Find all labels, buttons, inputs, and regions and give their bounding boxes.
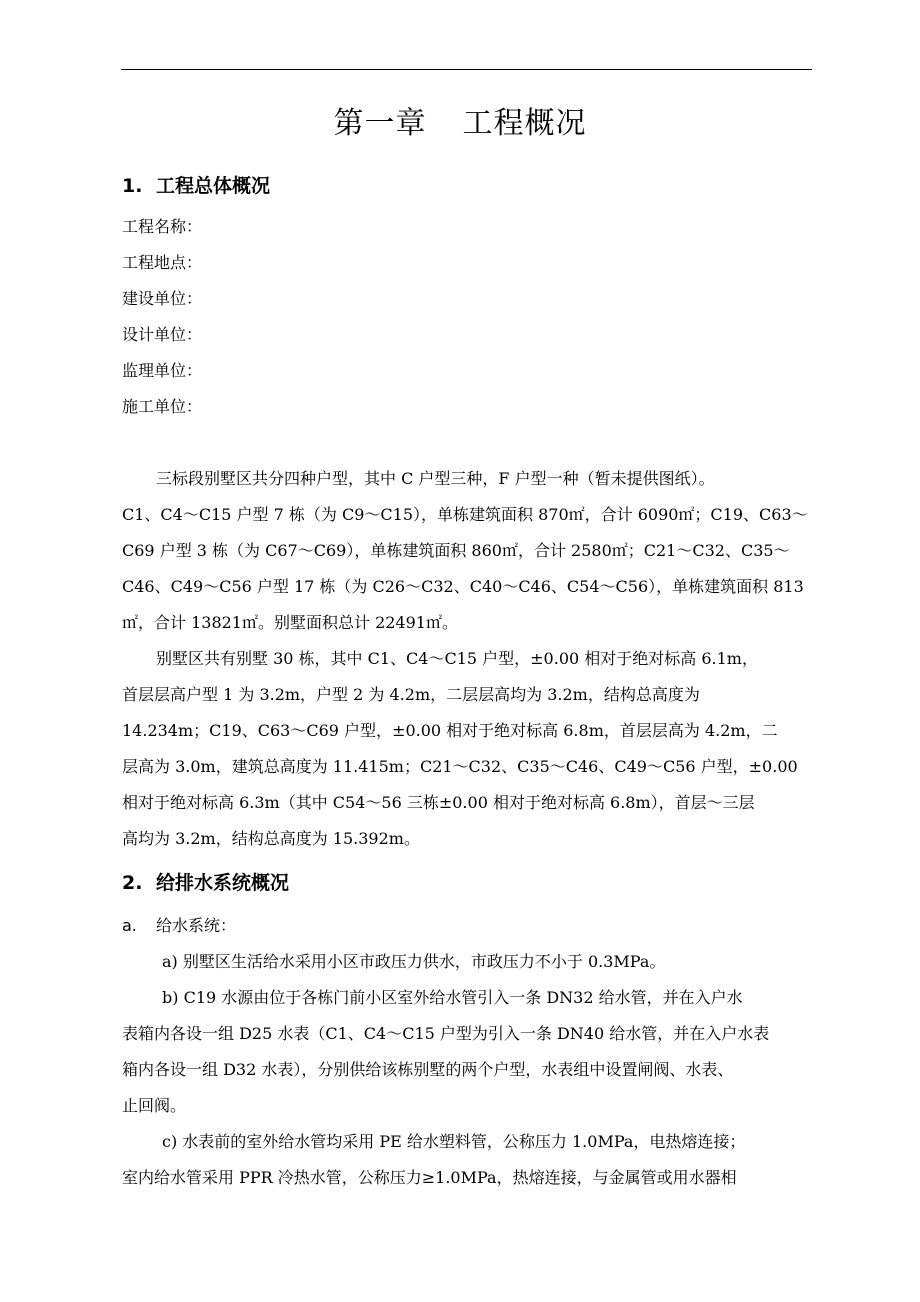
para2-line: 首层层高户型 1 为 3.2m，户型 2 为 4.2m，二层层高均为 3.2m，结构总高度为	[122, 685, 700, 704]
item-b-line: b) C19 水源由位于各栋门前小区室外给水管引入一条 DN32 给水管，并在入户水	[162, 988, 743, 1007]
para2-line: 别墅区共有别墅 30 栋，其中 C1、C4～C15 户型，±0.00 相对于绝对标高 6.1m，	[156, 649, 758, 668]
subsection-a-label: 给水系统：	[156, 916, 237, 935]
subsection-a-bullet: a.	[122, 916, 137, 935]
chapter-title	[0, 100, 920, 148]
para1-line: C1、C4～C15 户型 7 栋（为 C9～C15），单栋建筑面积 870㎡，合计 6090㎡；C19、C63～	[122, 505, 808, 524]
para1-line: ㎡，合计 13821㎡。别墅面积总计 22491㎡。	[122, 613, 458, 632]
item-c-line: c) 水表前的室外给水管均采用 PE 给水塑料管，公称压力 1.0MPa，电热熔连接；	[162, 1132, 746, 1151]
para1-line: C46、C49～C56 户型 17 栋（为 C26～C32、C40～C46、C54～C56），单栋建筑面积 813	[122, 577, 804, 596]
para2-line: 高均为 3.2m，结构总高度为 15.392m。	[122, 829, 420, 848]
section-2-heading	[122, 869, 289, 897]
section-1-title: 工程总体概况	[156, 175, 271, 197]
para2-line: 层高为 3.0m，建筑总高度为 11.415m；C21～C32、C35～C46、C49～C56 户型，±0.00	[122, 757, 798, 776]
subsection-a	[122, 914, 236, 938]
para1-line: 三标段别墅区共分四种户型，其中 C 户型三种，F 户型一种（暂未提供图纸）。	[156, 469, 715, 488]
section-2-number: 2.	[122, 872, 143, 894]
chapter-name: 工程概况	[462, 106, 587, 141]
field-owner: 建设单位：	[122, 289, 203, 308]
section-1-number: 1.	[122, 175, 143, 197]
header-rule	[121, 69, 812, 70]
para2-line: 相对于绝对标高 6.3m（其中 C54～56 三栋±0.00 相对于绝对标高 6.8m），首层～三层	[122, 793, 755, 812]
field-contractor: 施工单位：	[122, 397, 203, 416]
item-c-line: 室内给水管采用 PPR 冷热水管，公称压力≥1.0MPa，热熔连接，与金属管或用水器相	[122, 1168, 737, 1187]
field-project-name: 工程名称：	[122, 217, 203, 236]
para2-line: 14.234m；C19、C63～C69 户型，±0.00 相对于绝对标高 6.8m，首层层高为 4.2m，二	[122, 721, 778, 740]
field-supervisor: 监理单位：	[122, 361, 203, 380]
item-b-line: 箱内各设一组 D32 水表），分别供给该栋别墅的两个户型，水表组中设置闸阀、水表、	[122, 1060, 734, 1079]
para1-line: C69 户型 3 栋（为 C67～C69），单栋建筑面积 860㎡，合计 2580㎡；C21～C32、C35～	[122, 541, 790, 560]
field-project-location: 工程地点：	[122, 253, 203, 272]
chapter-number: 第一章	[333, 106, 427, 141]
item-b-line: 表箱内各设一组 D25 水表（C1、C4～C15 户型为引入一条 DN40 给水管，并在入户水表	[122, 1024, 770, 1043]
section-1-heading	[122, 172, 270, 200]
item-a-line: a) 别墅区生活给水采用小区市政压力供水，市政压力不小于 0.3MPa。	[162, 952, 666, 971]
section-2-title: 给排水系统概况	[156, 872, 290, 894]
field-designer: 设计单位：	[122, 325, 203, 344]
item-b-line: 止回阀。	[122, 1096, 187, 1115]
